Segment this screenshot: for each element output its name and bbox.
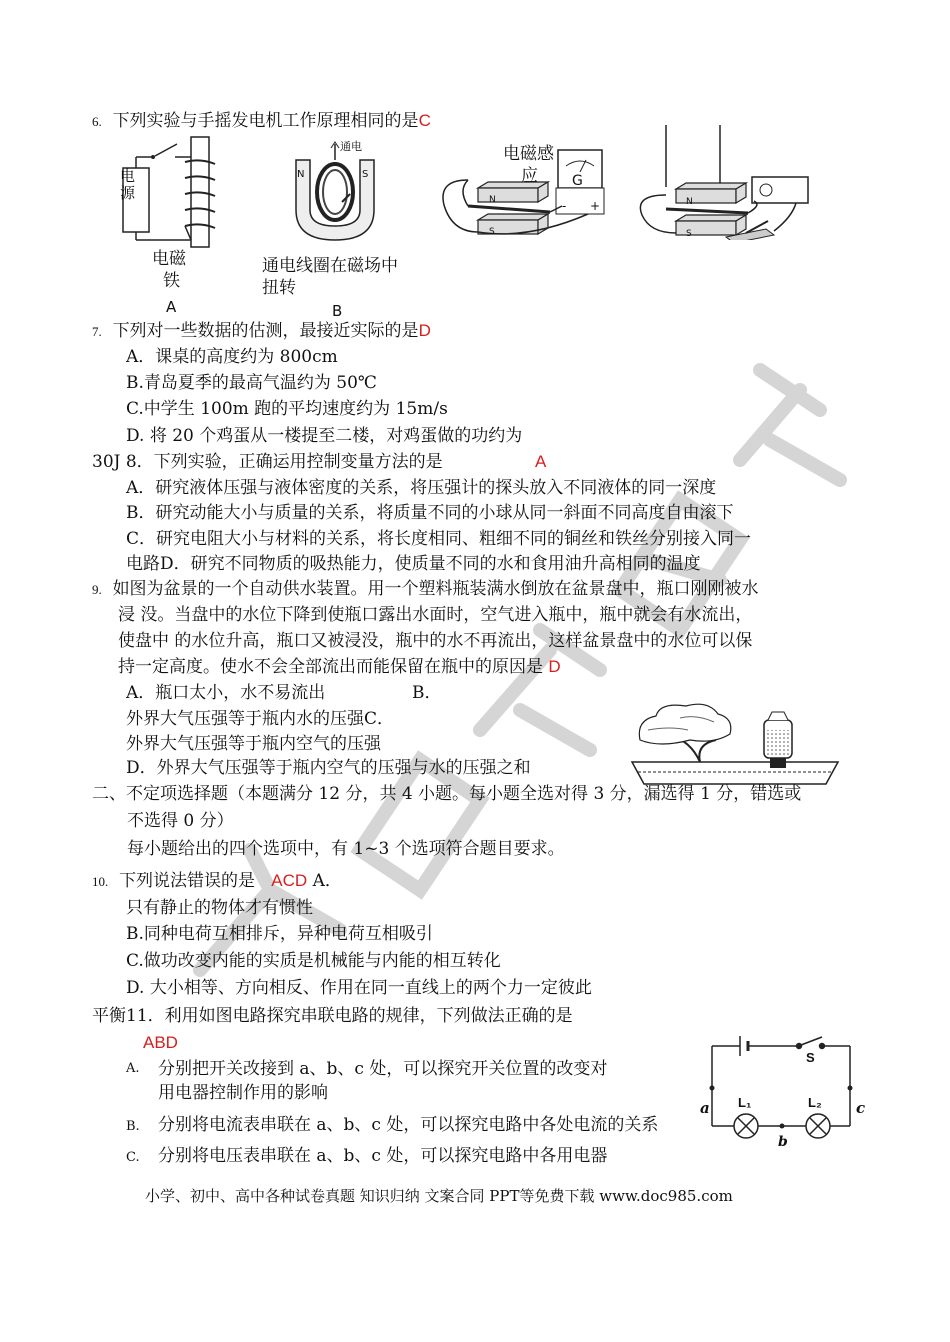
q7-answer: D (418, 321, 431, 340)
bonsai-water-figure (630, 700, 840, 785)
figC-minus: - (562, 199, 567, 213)
series-circuit-figure (700, 1028, 865, 1148)
q7-option-d: D. 将 20 个鸡蛋从一楼提至二楼，对鸡蛋做的功约为 (126, 426, 523, 446)
point-a-label: a (700, 1099, 710, 1117)
q8-option-b: B．研究动能大小与质量的关系，将质量不同的小球从同一斜面不同高度自由滚下 (126, 503, 734, 523)
q7-stem: 下列对一些数据的估测，最接近实际的是 (112, 321, 419, 341)
q11-option-c-letter: C. (126, 1150, 140, 1165)
figB-n-pole: N (297, 169, 305, 180)
lamp-l1-label: L₁ (738, 1095, 752, 1110)
figB-label-1: 通电线圈在磁场中 (262, 256, 398, 276)
figB-letter: B (332, 302, 343, 320)
q9-number: 9. (92, 582, 102, 597)
q9-stem-4: 持一定高度。使水不会全部流出而能保留在瓶中的原因是 (118, 657, 543, 677)
q9-line-4 (118, 656, 561, 678)
q9-stem-3: 使盘中 的水位升高，瓶口又被浸没，瓶中的水不再流出，这样盆景盘中的水位可以保 (118, 631, 753, 651)
figC-n-pole: N (489, 195, 496, 205)
figC-plus: + (590, 199, 601, 213)
q11-stem: 平衡11．利用如图电路探究串联电路的规律，下列做法正确的是 (92, 1006, 573, 1026)
q11-option-a-1: 分别把开关改接到 a、b、c 处，可以探究开关位置的改变对 (158, 1059, 608, 1079)
q8-option-c: C．研究电阻大小与材料的关系，将长度相同、粗细不同的铜丝和铁丝分别接入同一 (126, 529, 752, 549)
q9-option-d: D．外界大气压强等于瓶内空气的压强与水的压强之和 (126, 758, 531, 778)
figD-s-pole: S (686, 229, 692, 239)
q10-stem: 下列说法错误的是 (119, 871, 256, 891)
coil-in-field-figure (290, 140, 380, 245)
q11-option-a-letter: A. (126, 1061, 140, 1076)
q9-stem-1: 如图为盆景的一个自动供水装置。用一个塑料瓶装满水倒放在盆景盘中，瓶口刚刚被水 (112, 579, 759, 599)
section2-score: 不选得 0 分） (127, 811, 234, 831)
q8-stem: 30J 8．下列实验，正确运用控制变量方法的是 (92, 452, 443, 472)
q10-option-a: 只有静止的物体才有惯性 (126, 898, 313, 918)
motor-figure (636, 125, 816, 240)
q9-option-b: 外界大气压强等于瓶内水的压强C． (126, 709, 395, 729)
q10-answer: ACD (271, 871, 308, 890)
power-label: 电源 (120, 167, 136, 202)
figB-label-2: 扭转 (262, 278, 296, 298)
q11-option-c: 分别将电压表串联在 a、b、c 处，可以探究电路中各用电器 (158, 1146, 608, 1166)
lamp-l2-label: L₂ (808, 1095, 822, 1110)
q6-stem: 下列实验与手摇发电机工作原理相同的是 (112, 111, 419, 131)
q9-option-c: 外界大气压强等于瓶内空气的压强 (126, 734, 381, 754)
q7-line (92, 320, 431, 343)
q11-option-a-2: 用电器控制作用的影响 (158, 1083, 328, 1103)
section2-instruction: 每小题给出的四个选项中，有 1~3 个选项符合题目要求。 (127, 839, 565, 859)
page-footer: 小学、初中、高中各种试卷真题 知识归纳 文案合同 PPT等免费下载 www.doc985.com (145, 1187, 733, 1205)
q6-line (92, 110, 431, 133)
q10-line (92, 870, 342, 893)
q8-line (92, 451, 443, 473)
q9-answer: D (548, 657, 561, 676)
figB-s-pole: S (362, 169, 369, 180)
figC-label-1: 电磁感 (503, 144, 554, 164)
q9-line-1 (92, 578, 759, 601)
figC-s-pole: S (489, 227, 495, 237)
galvanometer-label: G (572, 173, 583, 189)
q11-option-b: 分别将电流表串联在 a、b、c 处，可以探究电路中各处电流的关系 (158, 1115, 659, 1135)
q7-option-a: A．课桌的高度约为 800cm (126, 347, 338, 367)
q10-option-a-label: A． (312, 871, 342, 891)
q9-option-b-label: B． (412, 683, 442, 703)
q9-option-a: A．瓶口太小，水不易流出 (126, 683, 326, 703)
figA-label-1: 电磁 (152, 249, 186, 269)
figA-letter: A (166, 298, 177, 316)
switch-label: S (806, 1050, 815, 1065)
point-b-label: b (778, 1134, 788, 1150)
q11-answer: ABD (143, 1033, 178, 1052)
q9-stem-2: 浸 没。当盘中的水位下降到使瓶口露出水面时，空气进入瓶中，瓶中就会有水流出， (118, 605, 753, 625)
q7-number: 7. (92, 324, 102, 339)
q10-option-b: B.同种电荷互相排斥，异种电荷互相吸引 (126, 924, 433, 944)
q6-number: 6. (92, 114, 102, 129)
q8-answer: A (535, 452, 547, 471)
q10-option-d: D. 大小相等、方向相反、作用在同一直线上的两个力一定彼此 (126, 978, 592, 998)
figA-label-2: 铁 (163, 271, 180, 291)
q11-option-b-letter: B. (126, 1119, 140, 1134)
q6-answer: C (418, 111, 431, 130)
q7-option-b: B.青岛夏季的最高气温约为 50℃ (126, 373, 377, 393)
current-label: 通电 (340, 140, 362, 153)
q10-number: 10. (92, 874, 109, 889)
section2-title: 二、不定项选择题（本题满分 12 分，共 4 小题。每小题全选对得 3 分，漏选得 1 分，错选或 (92, 784, 802, 804)
q8-option-a: A．研究液体压强与液体密度的关系，将压强计的探头放入不同液体的同一深度 (126, 478, 717, 498)
figC-label-2: 应 (521, 166, 538, 186)
q8-option-d: 电路D．研究不同物质的吸热能力，使质量不同的水和食用油升高相同的温度 (126, 554, 701, 574)
q10-option-c: C.做功改变内能的实质是机械能与内能的相互转化 (126, 951, 501, 971)
figD-n-pole: N (686, 197, 693, 207)
q7-option-c: C.中学生 100m 跑的平均速度约为 15m/s (126, 399, 448, 419)
point-c-label: c (856, 1099, 866, 1117)
